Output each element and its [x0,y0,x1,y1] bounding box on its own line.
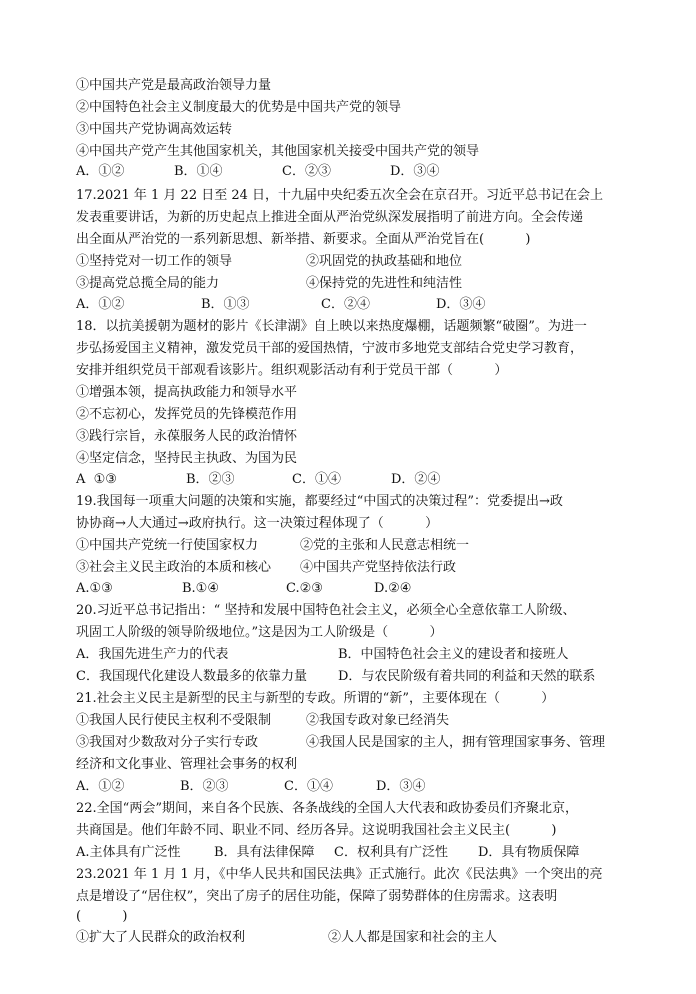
q20-option-d: D．与农民阶级有着共同的利益和天然的联系 [338,669,596,684]
q18-option-b: B．②③ [186,472,235,487]
q18-stem-line-3: 安排并组织党员干部观看该影片。组织观影活动有利于党员干部（ ） [76,363,508,378]
q16-option-d: D．③④ [390,164,440,179]
q19-option-d: D.②④ [374,581,412,596]
q21-option-d: D．③④ [376,779,426,794]
q17-statement-3: ③提高党总揽全局的能力 [76,276,220,291]
q19-stem-line-2: 协协商→人大通过→政府执行。这一决策过程体现了（ ） [76,516,439,531]
q17-option-c: C．②④ [321,297,370,312]
q21-statement-3: ③我国对少数敌对分子实行专政 [76,735,259,750]
q19-option-c: C.②③ [286,581,323,596]
q18-option-c: C．①④ [292,472,341,487]
q21-statement-1: ①我国人民行使民主权利不受限制 [76,713,272,728]
q21-option-c: C．①④ [284,779,333,794]
q17-option-b: B．①③ [201,297,250,312]
q18-stem-line-1: 18．以抗美援朝为题材的影片《长津湖》自上映以来热度爆棚，话题频繁“破圈”。为进一 [76,319,587,334]
q18-statement-3: ③践行宗旨，永葆服务人民的政治情怀 [76,429,298,444]
q19-statement-1: ①中国共产党统一行使国家权力 [76,538,259,553]
q20-option-c: C．我国现代化建设人数最多的依靠力量 [76,669,307,684]
q21-statement-4: ④我国人民是国家的主人，拥有管理国家事务、管理 [306,735,606,750]
q20-option-b: B．中国特色社会主义的建设者和接班人 [338,647,569,662]
q17-statement-4: ④保持党的先进性和纯洁性 [306,276,463,291]
q21-statement-4-continued: 经济和文化事业、管理社会事务的权利 [76,757,298,772]
q22-option-d: D．具有物质保障 [478,845,580,860]
q18-statement-1: ①增强本领，提高执政能力和领导水平 [76,385,298,400]
q19-option-b: B.①④ [182,581,219,596]
q21-statement-2: ②我国专政对象已经消失 [306,713,450,728]
q22-option-a: A.主体具有广泛性 [76,845,181,860]
q23-statement-2: ②人人都是国家和社会的主人 [328,930,498,945]
q17-stem-line-2: 发表重要讲话，为新的历史起点上推进全面从严治党纵深发展指明了前进方向。全会传递 [76,210,584,225]
q19-stem-line-1: 19.我国每一项重大问题的决策和实施，都要经过“中国式的决策过程”：党委提出→政 [76,494,563,509]
q18-option-d: D．②④ [391,472,441,487]
q21-stem: 21.社会主义民主是新型的民主与新型的专政。所谓的“新”，主要体现在（ ） [76,691,555,706]
q22-stem-line-1: 22.全国“两会”期间，来自各个民族、各条战线的全国人大代表和政协委员们齐聚北京， [76,801,578,816]
q16-statement-4: ④中国共产党产生其他国家机关，其他国家机关接受中国共产党的领导 [76,144,480,159]
q17-option-a: A．①② [76,297,125,312]
q17-stem-line-1: 17.2021 年 1 月 22 日至 24 日，十九届中央纪委五次全会在京召开。习近平总书记在会上 [76,188,604,203]
q20-option-a: A．我国先进生产力的代表 [76,647,229,662]
q16-statement-2: ②中国特色社会主义制度最大的优势是中国共产党的领导 [76,100,402,115]
q18-statement-2: ②不忘初心，发挥党员的先锋模范作用 [76,407,298,422]
q23-statement-1: ①扩大了人民群众的政治权利 [76,930,246,945]
q16-option-a: A．①② [76,164,125,179]
q22-stem-line-2: 共商国是。他们年龄不同、职业不同、经历各异。这说明我国社会主义民主( ) [76,823,557,838]
q17-statement-2: ②巩固党的执政基础和地位 [306,254,463,269]
q23-statements-row-1 [76,930,498,994]
q16-option-b: B．①④ [174,164,223,179]
q16-statement-1: ①中国共产党是最高政治领导力量 [76,78,272,93]
q18-option-a: A ①③ [76,472,117,487]
q21-option-b: B．②③ [180,779,229,794]
q18-statement-4: ④坚定信念，坚持民主执政、为国为民 [76,451,298,466]
q18-stem-line-2: 步弘扬爱国主义精神，激发党员干部的爱国热情，宁波市多地党支部结合党史学习教育， [76,341,584,356]
q17-statement-1: ①坚持党对一切工作的领导 [76,254,233,269]
q19-statement-4: ④中国共产党坚持依法行政 [300,560,457,575]
q20-stem-line-2: 巩固工人阶级的领导阶级地位。”这是因为工人阶级是（ ） [76,625,443,640]
q22-option-b: B．具有法律保障 [214,845,315,860]
q19-statement-2: ②党的主张和人民意志相统一 [300,538,470,553]
q19-statement-3: ③社会主义民主政治的本质和核心 [76,560,272,575]
q17-stem-line-3: 出全面从严治党的一系列新思想、新举措、新要求。全面从严治党旨在( ) [76,232,531,247]
q23-stem-line-2: 点是增设了“居住权”，突出了房子的居住功能，保障了弱势群体的住房需求。这表明 [76,889,558,904]
q17-option-d: D．③④ [436,297,486,312]
q19-option-a: A.①③ [76,581,113,596]
q22-option-c: C．权利具有广泛性 [334,845,448,860]
q21-option-a: A．①② [76,779,125,794]
q23-stem-line-1: 23.2021 年 1 月 1 月，《中华人民共和国民法典》正式施行。此次《民法典》一个突出的亮 [76,867,603,882]
q16-statement-3: ③中国共产党协调高效运转 [76,122,233,137]
q16-option-c: C．②③ [282,164,331,179]
q20-stem-line-1: 20.习近平总书记指出：“ 坚持和发展中国特色社会主义，必须全心全意依靠工人阶级、 [76,603,576,618]
q23-answer-blank: ( ) [76,909,128,924]
